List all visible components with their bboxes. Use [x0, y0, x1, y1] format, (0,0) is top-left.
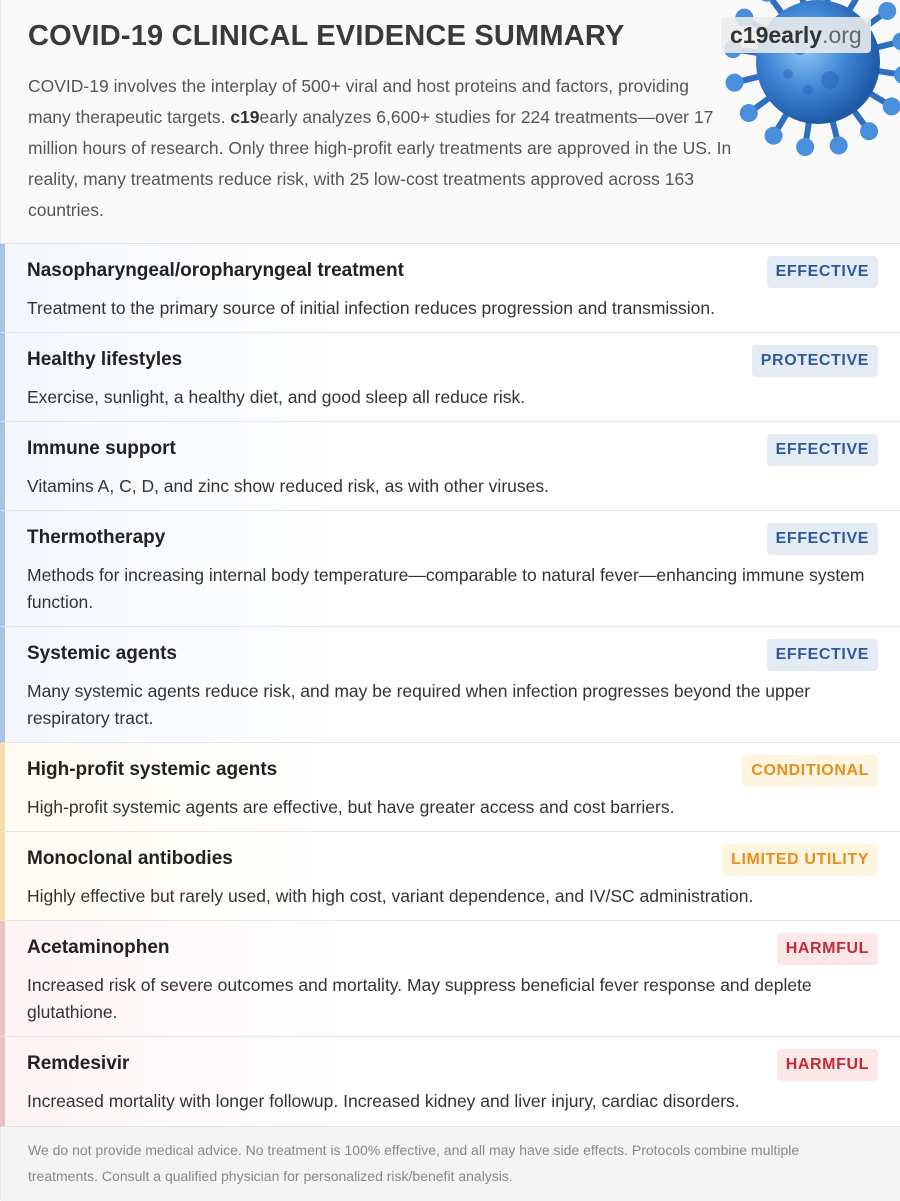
virus-spike-head	[740, 104, 758, 122]
brand-mid: early	[768, 22, 823, 48]
status-badge: LIMITED UTILITY	[722, 844, 878, 876]
intro-brand: c19	[230, 107, 260, 127]
virus-spike-head	[892, 32, 900, 50]
status-badge: PROTECTIVE	[752, 345, 878, 377]
treatment-row[interactable]	[1, 921, 900, 1037]
treatment-row[interactable]	[1, 627, 900, 743]
virus-spike-head	[894, 66, 900, 84]
treatment-description: Vitamins A, C, D, and zinc show reduced risk, as with other viruses.	[27, 476, 549, 496]
disclaimer-text: We do not provide medical advice. No treatment is 100% effective, and all may have side effects. Protocols combine multiple treatments. Consult a qualified physician for personalized risk/benefit analysis.	[28, 1142, 800, 1184]
treatment-row[interactable]	[1, 244, 900, 333]
virus-spike-head	[796, 138, 814, 156]
status-badge: EFFECTIVE	[767, 434, 878, 466]
treatment-description: High-profit systemic agents are effective, but have greater access and cost barriers.	[27, 797, 675, 817]
brand-tld: .org	[822, 22, 862, 48]
treatment-description: Increased risk of severe outcomes and mortality. May suppress beneficial fever response and deplete glutathione.	[27, 975, 812, 1022]
treatment-name: Thermotherapy	[27, 527, 166, 548]
site-logo[interactable]	[721, 17, 871, 53]
intro-text-1: COVID-19 involves the interplay of 500+ viral and host proteins and factors, providing many therapeutic targets.	[28, 76, 689, 127]
treatment-row[interactable]	[1, 333, 900, 422]
treatment-row[interactable]	[1, 422, 900, 511]
status-badge: EFFECTIVE	[767, 523, 878, 555]
treatment-row[interactable]	[1, 743, 900, 832]
header	[1, 0, 900, 244]
treatment-name: Immune support	[27, 438, 176, 459]
section-harmful	[1, 921, 900, 1127]
treatment-description: Increased mortality with longer followup. Increased kidney and liver injury, cardiac disorders.	[27, 1091, 740, 1111]
treatment-description: Many systemic agents reduce risk, and may be required when infection progresses beyond the upper respiratory tract.	[27, 681, 811, 728]
treatment-row[interactable]	[1, 511, 900, 627]
treatment-description: Methods for increasing internal body temperature—comparable to natural fever—enhancing immune system function.	[27, 565, 865, 612]
brand-bold: c19	[730, 22, 769, 48]
treatment-name: Acetaminophen	[27, 937, 170, 958]
virus-spike-head	[883, 97, 900, 115]
treatment-row[interactable]	[1, 832, 900, 921]
status-badge: EFFECTIVE	[767, 639, 878, 671]
treatment-name: High-profit systemic agents	[27, 759, 278, 780]
status-badge: HARMFUL	[777, 1049, 878, 1081]
virus-spike-head	[860, 122, 878, 140]
status-badge: HARMFUL	[777, 933, 878, 965]
section-effective	[1, 244, 900, 743]
virus-spike-head	[878, 2, 896, 20]
treatment-name: Monoclonal antibodies	[27, 848, 233, 869]
treatment-name: Healthy lifestyles	[27, 349, 183, 370]
treatment-name: Nasopharyngeal/oropharyngeal treatment	[27, 260, 404, 281]
virus-spike-head	[830, 136, 848, 154]
intro-paragraph	[28, 71, 733, 226]
page-title: COVID-19 CLINICAL EVIDENCE SUMMARY	[28, 20, 625, 52]
section-conditional	[1, 743, 900, 921]
treatment-description: Treatment to the primary source of initial infection reduces progression and transmission.	[27, 298, 716, 318]
treatment-description: Exercise, sunlight, a healthy diet, and good sleep all reduce risk.	[27, 387, 526, 407]
status-badge: EFFECTIVE	[767, 256, 878, 288]
virus-spike-head	[765, 127, 783, 145]
treatment-name: Remdesivir	[27, 1053, 130, 1074]
treatment-name: Systemic agents	[27, 643, 177, 664]
treatment-row[interactable]	[1, 1037, 900, 1127]
footer	[1, 1126, 900, 1201]
treatment-description: Highly effective but rarely used, with high cost, variant dependence, and IV/SC administration.	[27, 886, 754, 906]
intro-text-2: early analyzes 6,600+ studies for 224 treatments—over 17 million hours of research. Only three high-profit early treatments are approved in the US. In reality, many treatments reduce risk, with 25 low-cost treatments approved across 163 countries.	[28, 107, 732, 220]
status-badge: CONDITIONAL	[742, 755, 878, 787]
